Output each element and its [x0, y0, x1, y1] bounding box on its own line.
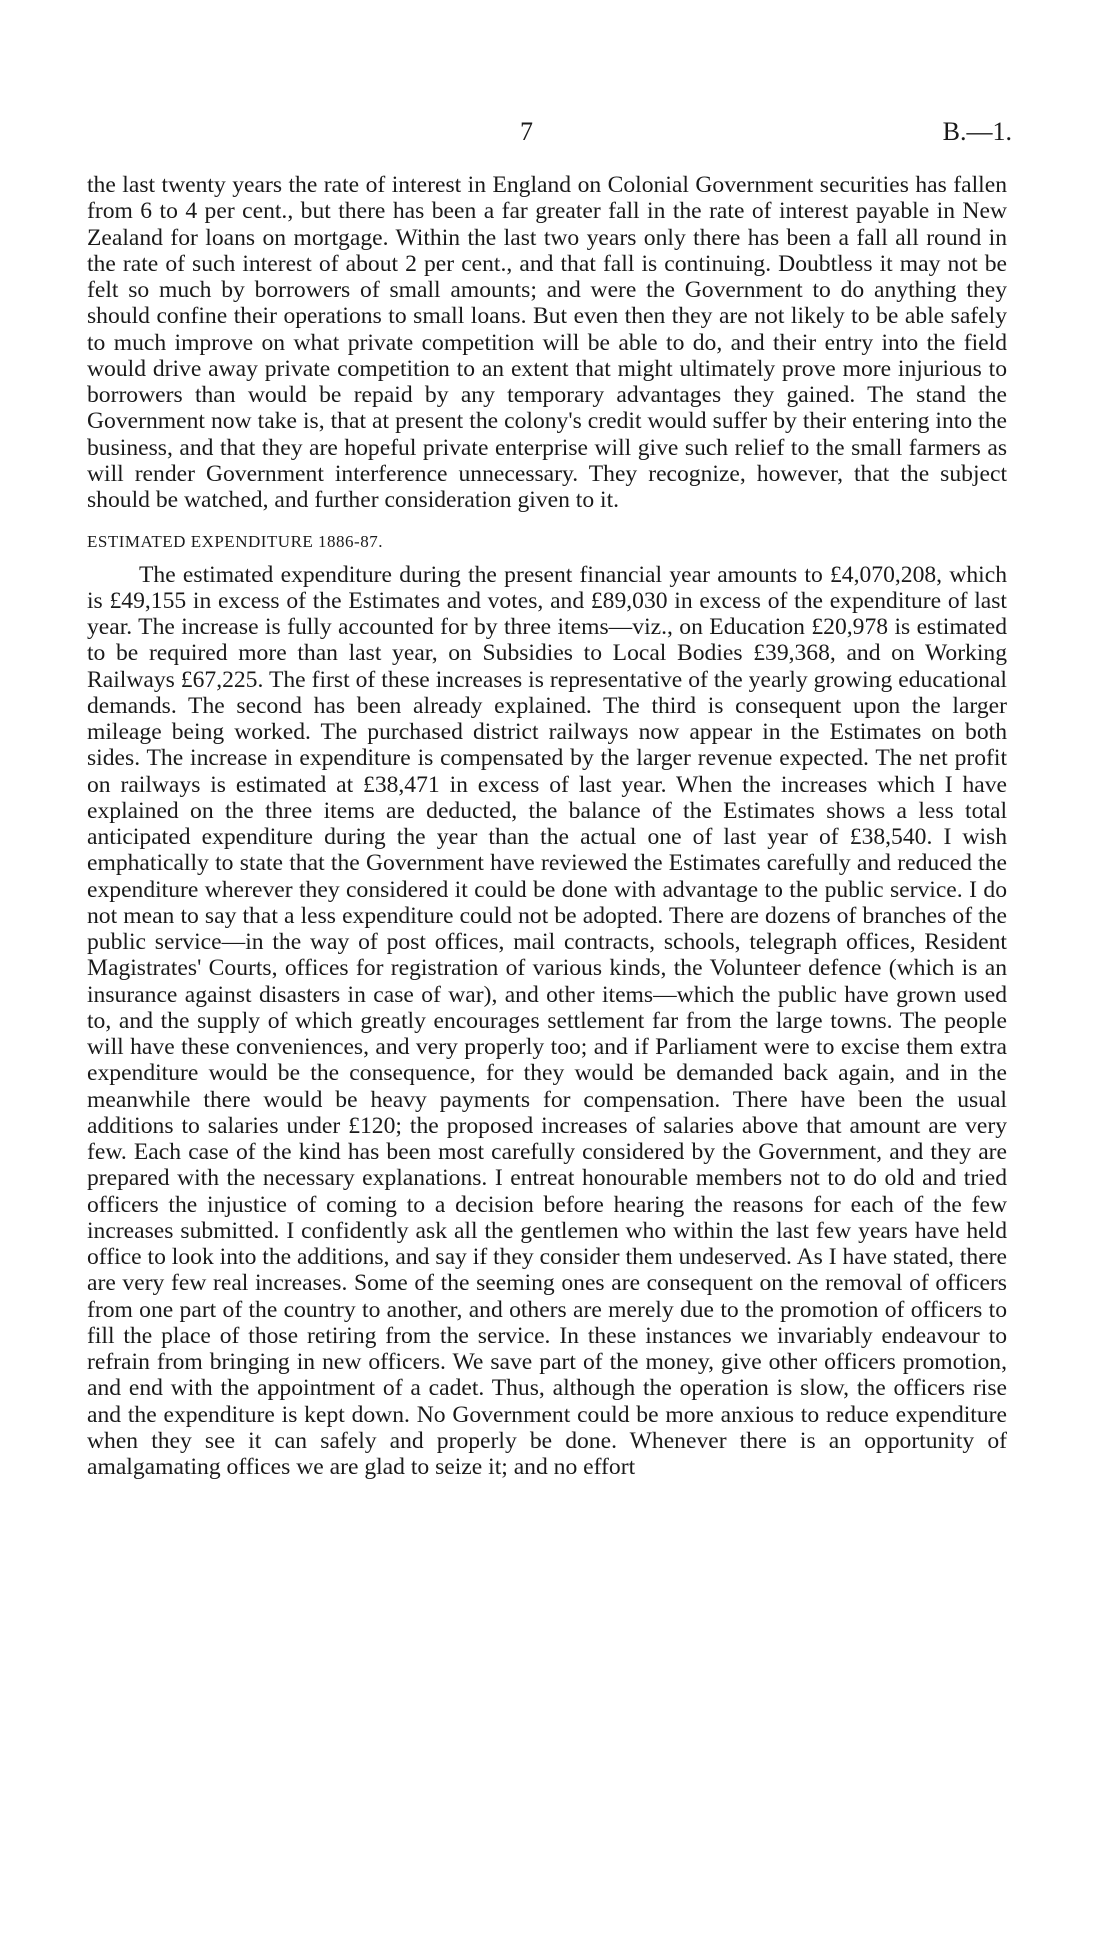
- section-heading: ESTIMATED EXPENDITURE 1886-87.: [87, 532, 383, 552]
- page-number: 7: [520, 117, 533, 146]
- paragraph-continued: the last twenty years the rate of interest in England on Colonial Government securities has fallen from 6 to 4 per cent., but there has been a far greater fall in the rate of interest payable in New Zealand for loans on mortgage. Within the last two years only there has been a fall all round in the rate of such interest of about 2 per cent., and that fall is continuing. Doubtless it may not be felt so much by borrowers of small amounts; and were the Government to do anything they should confine their operations to small loans. But even then they are not likely to be able safely to much improve on what private competition will be able to do, and their entry into the field would drive away private competition to an extent that might ultimately prove more injurious to borrowers than would be repaid by any temporary advantages they gained. The stand the Government now take is, that at present the colony's credit would suffer by their entering into the business, and that they are hopeful private enterprise will give such relief to the small farmers as will render Government interference unnecessary. They recognize, however, that the subject should be watched, and further consideration given to it.: [87, 172, 1007, 513]
- document-reference: B.—1.: [942, 117, 1012, 146]
- document-body: [87, 172, 1007, 1480]
- paragraph-estimated-expenditure: The estimated expenditure during the present financial year amounts to £4,070,208, which is £49,155 in excess of the Estimates and votes, and £89,030 in excess of the expenditure of last year. The increase is fully accounted for by three items—viz., on Education £20,978 is estimated to be required more than last year, on Subsidies to Local Bodies £39,368, and on Working Railways £67,225. The first of these increases is representative of the yearly growing educational demands. The second has been already explained. The third is consequent upon the larger mileage being worked. The purchased district railways now appear in the Estimates on both sides. The increase in expenditure is compensated by the larger revenue expected. The net profit on railways is estimated at £38,471 in excess of last year. When the increases which I have explained on the three items are deducted, the balance of the Estimates shows a less total anticipated expenditure during the year than the actual one of last year of £38,540. I wish emphatically to state that the Government have reviewed the Estimates carefully and reduced the expenditure wherever they considered it could be done with advantage to the public service. I do not mean to say that a less expenditure could not be adopted. There are dozens of branches of the public service—in the way of post offices, mail contracts, schools, telegraph offices, Resident Magistrates' Courts, offices for registration of various kinds, the Volunteer defence (which is an insurance against disasters in case of war), and other items—which the public have grown used to, and the supply of which greatly encourages settlement far from the large towns. The people will have these conveniences, and very properly too; and if Parliament were to excise them extra expenditure would be the consequence, for they would be demanded back again, and in the meanwhile there would be heavy payments for compensation. There have been the usual additions to salaries under £120; the proposed increases of salaries above that amount are very few. Each case of the kind has been most carefully considered by the Government, and they are prepared with the necessary explanations. I entreat honourable members not to do old and tried officers the injustice of coming to a decision before hearing the reasons for each of the few increases submitted. I confidently ask all the gentlemen who within the last few years have held office to look into the additions, and say if they consider them undeserved. As I have stated, there are very few real increases. Some of the seeming ones are consequent on the removal of officers from one part of the country to another, and others are merely due to the promotion of officers to fill the place of those retiring from the service. In these instances we invariably endeavour to refrain from bringing in new officers. We save part of the money, give other officers promotion, and end with the appointment of a cadet. Thus, although the operation is slow, the officers rise and the expenditure is kept down. No Government could be more anxious to reduce expenditure when they see it can safely and properly be done. Whenever there is an opportunity of amalgamating offices we are glad to seize it; and no effort: [87, 561, 1007, 1480]
